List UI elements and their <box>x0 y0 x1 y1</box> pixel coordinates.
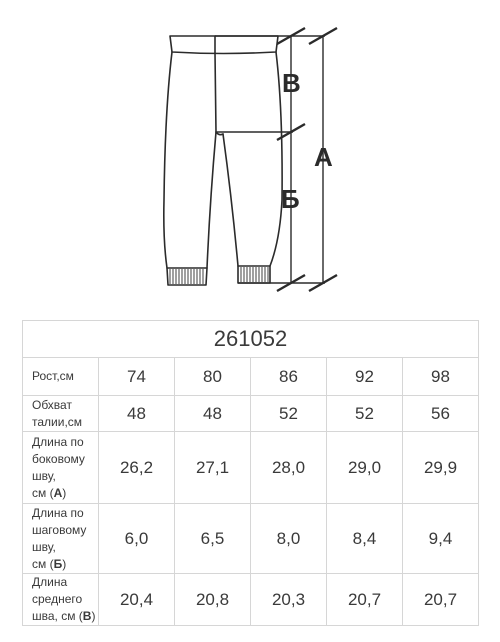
table-cell: 48 <box>99 396 175 432</box>
table-cell: 20,7 <box>403 574 479 626</box>
table-cell: 20,7 <box>327 574 403 626</box>
row-label-height: Рост,см <box>23 358 99 396</box>
table-cell: 98 <box>403 358 479 396</box>
row-label-side-seam <box>23 432 99 504</box>
label-line: Длина по <box>32 434 84 449</box>
size-table <box>22 320 479 626</box>
article-number: 261052 <box>23 321 479 358</box>
table-cell: 27,1 <box>175 432 251 504</box>
table-cell: 20,8 <box>175 574 251 626</box>
table-row <box>23 396 479 432</box>
label-tail: ) <box>62 556 67 571</box>
table-cell: 80 <box>175 358 251 396</box>
label-tail: ) <box>62 485 67 500</box>
row-label-inseam <box>23 504 99 574</box>
dimension-letter-v: В <box>282 68 301 98</box>
table-cell: 56 <box>403 396 479 432</box>
label-line: шаговому шву, <box>32 522 87 554</box>
pants-measurement-diagram <box>0 0 500 300</box>
table-cell: 8,0 <box>251 504 327 574</box>
table-cell: 86 <box>251 358 327 396</box>
dimension-letter-b: Б <box>281 184 300 214</box>
table-row <box>23 358 479 396</box>
table-cell: 20,4 <box>99 574 175 626</box>
label-letter: А <box>53 485 63 500</box>
label-letter: В <box>82 609 92 623</box>
table-cell: 52 <box>251 396 327 432</box>
label-line: боковому шву, <box>32 451 85 483</box>
label-line: Длина по <box>32 505 84 520</box>
table-cell: 6,0 <box>99 504 175 574</box>
label-line: шва, см ( <box>32 609 83 623</box>
label-line: см ( <box>32 485 54 500</box>
pants-outline <box>164 36 282 285</box>
cuff-ribbing <box>170 267 268 284</box>
label-letter: Б <box>53 556 63 571</box>
row-label-rise <box>23 574 99 626</box>
label-tail: ) <box>91 609 96 623</box>
table-row <box>23 432 479 504</box>
table-cell: 9,4 <box>403 504 479 574</box>
table-cell: 20,3 <box>251 574 327 626</box>
table-cell: 29,0 <box>327 432 403 504</box>
table-cell: 74 <box>99 358 175 396</box>
table-cell: 48 <box>175 396 251 432</box>
table-row <box>23 574 479 626</box>
table-cell: 29,9 <box>403 432 479 504</box>
label-line: Длина среднего <box>32 575 83 606</box>
dimension-letter-a: А <box>314 142 333 172</box>
table-cell: 92 <box>327 358 403 396</box>
table-cell: 8,4 <box>327 504 403 574</box>
table-cell: 52 <box>327 396 403 432</box>
table-cell: 28,0 <box>251 432 327 504</box>
table-title-row <box>23 321 479 358</box>
table-cell: 6,5 <box>175 504 251 574</box>
table-row <box>23 504 479 574</box>
label-line: см ( <box>32 556 54 571</box>
table-cell: 26,2 <box>99 432 175 504</box>
row-label-waist: Обхват талии,см <box>23 396 99 432</box>
